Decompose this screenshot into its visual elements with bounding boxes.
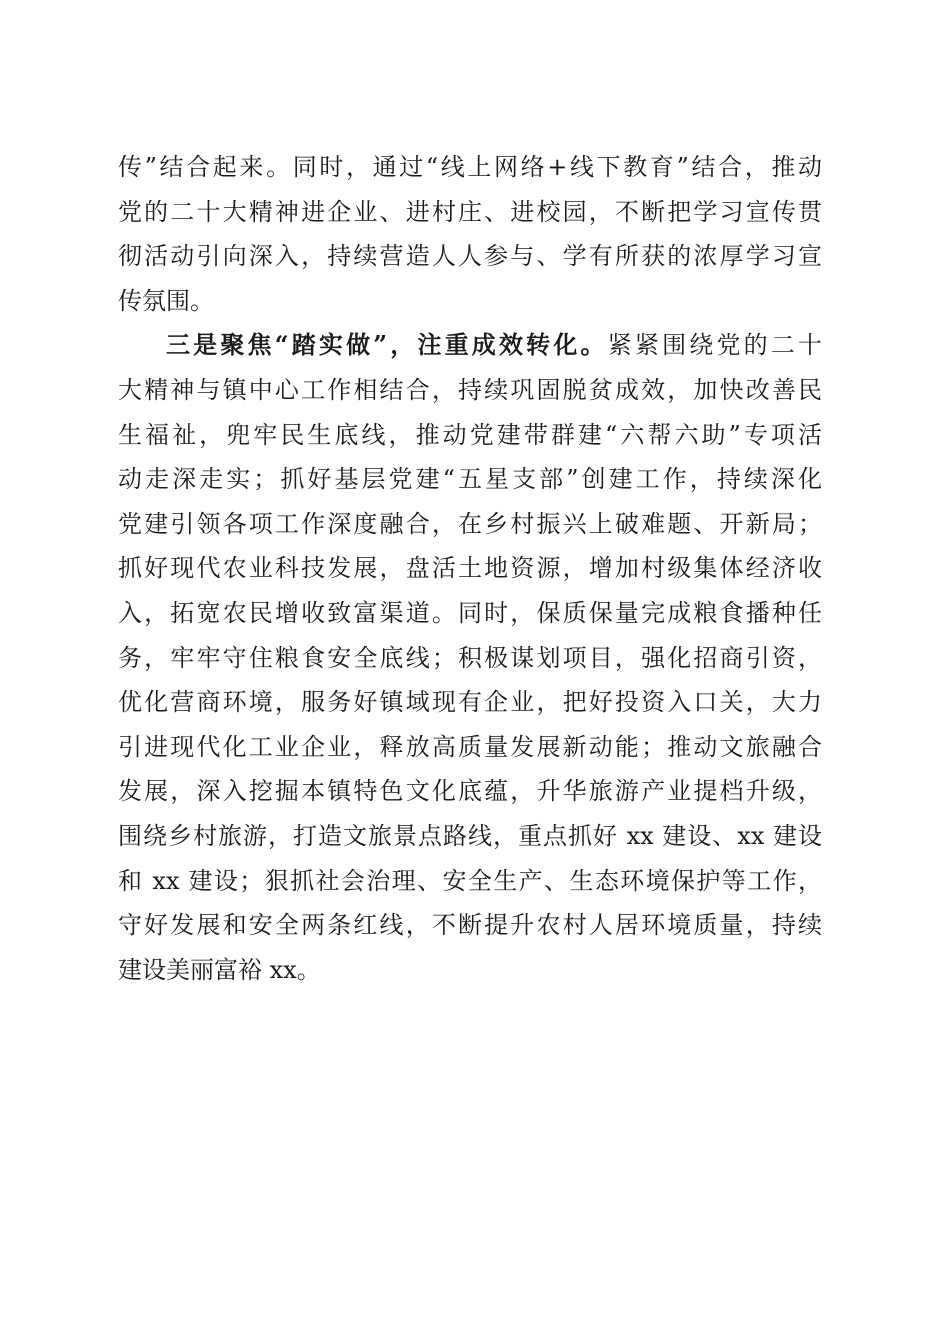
- text-line: 引进现代化工业企业，释放高质量发展新动能；推动文旅融合: [118, 732, 822, 761]
- paragraph-1: [118, 145, 822, 323]
- text-line: 发展，深入挖掘本镇特色文化底蕴，升华旅游产业提档升级，: [118, 777, 822, 806]
- text-line: 党的二十大精神进企业、进村庄、进校园，不断把学习宣传贯: [118, 197, 822, 226]
- text-line: 和 xx 建设；狠抓社会治理、安全生产、生态环境保护等工作，: [118, 866, 822, 895]
- text-line: 动走深走实；抓好基层党建“五星支部”创建工作，持续深化: [118, 465, 822, 494]
- text-line: 围绕乡村旅游，打造文旅景点路线，重点抓好 xx 建设、xx 建设: [118, 821, 822, 850]
- text-line: 守好发展和安全两条红线，不断提升农村人居环境质量，持续: [118, 911, 822, 940]
- text-line: 大精神与镇中心工作相结合，持续巩固脱贫成效，加快改善民: [118, 375, 822, 404]
- text-line: 建设美丽富裕 xx。: [118, 955, 321, 984]
- text-line: 传”结合起来。同时，通过“线上网络+线下教育”结合，推动: [118, 153, 822, 181]
- text-line: 优化营商环境，服务好镇域现有企业，把好投资入口关，大力: [118, 688, 822, 717]
- text-line: 生福祉，兜牢民生底线，推动党建带群建“六帮六助”专项活: [118, 420, 822, 449]
- text-line: 彻活动引向深入，持续营造人人参与、学有所获的浓厚学习宣: [118, 242, 822, 271]
- text-line: 入，拓宽农民增收致富渠道。同时，保质保量完成粮食播种任: [118, 598, 822, 627]
- text-line: 务，牢牢守住粮食安全底线；积极谋划项目，强化招商引资，: [118, 643, 822, 672]
- paragraph-2: [118, 323, 822, 992]
- paragraph-heading: 三是聚焦“踏实做”，注重成效转化。: [166, 330, 608, 360]
- text-line: 抓好现代农业科技发展，盘活土地资源，增加村级集体经济收: [118, 554, 822, 583]
- body-text: [118, 145, 822, 992]
- text-line: 传氛围。: [118, 286, 214, 315]
- text-line: 党建引领各项工作深度融合，在乡村振兴上破难题、开新局；: [118, 509, 822, 538]
- heading-line-rest: 紧紧围绕党的二十: [607, 331, 822, 360]
- text-line: [118, 323, 822, 368]
